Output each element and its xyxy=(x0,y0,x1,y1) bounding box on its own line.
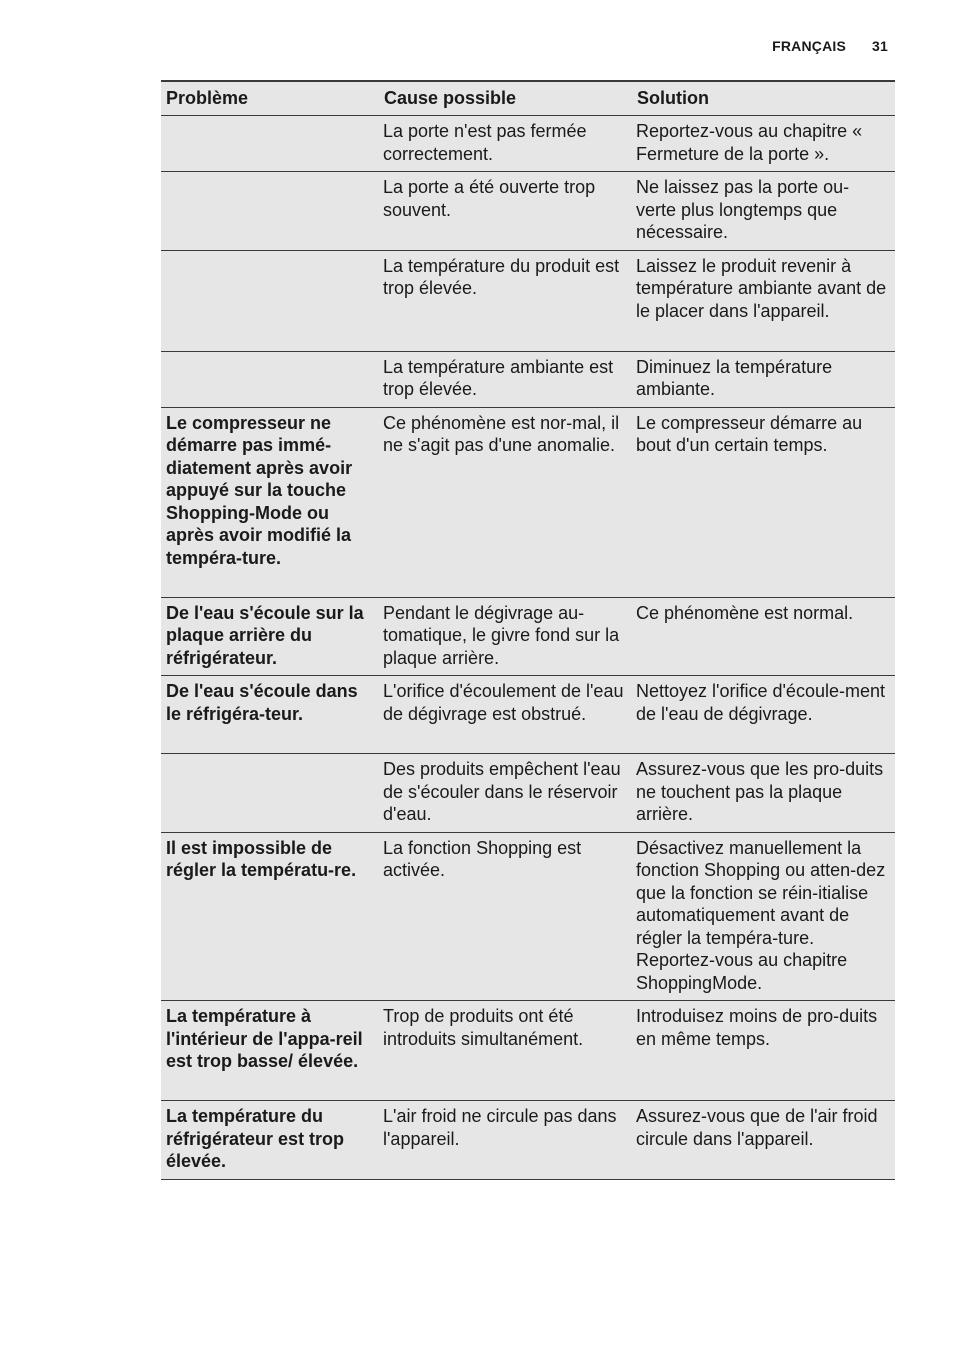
problem-cell xyxy=(161,754,379,833)
solution-cell: Assurez-vous que de l'air froid circule dans l'appareil. xyxy=(632,1101,895,1180)
solution-cell: Désactivez manuellement la fonction Shopping ou atten-dez que la fonction se réin-itialise automatiquement avant de régler la tempéra-ture. Reportez-vous au chapitre ShoppingMode. xyxy=(632,832,895,1001)
problem-cell xyxy=(161,172,379,251)
problem-cell: La température du réfrigérateur est trop élevée. xyxy=(161,1101,379,1180)
table-row xyxy=(161,1001,895,1101)
problem-cell xyxy=(161,250,379,351)
solution-cell: Reportez-vous au chapitre « Fermeture de la porte ». xyxy=(632,116,895,172)
column-header-solution: Solution xyxy=(632,81,895,116)
column-header-cause: Cause possible xyxy=(379,81,632,116)
table-row xyxy=(161,351,895,407)
problem-cell: De l'eau s'écoule sur la plaque arrière du réfrigérateur. xyxy=(161,597,379,676)
cause-cell: Pendant le dégivrage au-tomatique, le givre fond sur la plaque arrière. xyxy=(379,597,632,676)
troubleshooting-table xyxy=(161,80,895,1180)
column-header-problem: Problème xyxy=(161,81,379,116)
table-row xyxy=(161,116,895,172)
solution-cell: Diminuez la température ambiante. xyxy=(632,351,895,407)
table-header-row xyxy=(161,81,895,116)
solution-cell: Ce phénomène est normal. xyxy=(632,597,895,676)
solution-cell: Le compresseur démarre au bout d'un certain temps. xyxy=(632,407,895,597)
table-row xyxy=(161,754,895,833)
table-row xyxy=(161,676,895,754)
page-header xyxy=(772,38,888,54)
table-row xyxy=(161,172,895,251)
section-title: FRANÇAIS xyxy=(772,38,847,54)
cause-cell: Des produits empêchent l'eau de s'écouler dans le réservoir d'eau. xyxy=(379,754,632,833)
problem-cell xyxy=(161,116,379,172)
problem-cell xyxy=(161,351,379,407)
solution-cell: Introduisez moins de pro-duits en même temps. xyxy=(632,1001,895,1101)
cause-cell: La porte a été ouverte trop souvent. xyxy=(379,172,632,251)
problem-cell: Il est impossible de régler la températu-re. xyxy=(161,832,379,1001)
solution-cell: Ne laissez pas la porte ou-verte plus longtemps que nécessaire. xyxy=(632,172,895,251)
solution-cell: Assurez-vous que les pro-duits ne touchent pas la plaque arrière. xyxy=(632,754,895,833)
table-row xyxy=(161,832,895,1001)
page-number: 31 xyxy=(872,38,888,54)
table-row xyxy=(161,597,895,676)
cause-cell: Trop de produits ont été introduits simultanément. xyxy=(379,1001,632,1101)
problem-cell: Le compresseur ne démarre pas immé-diatement après avoir appuyé sur la touche Shopping-Mode ou après avoir modifié la tempéra-ture. xyxy=(161,407,379,597)
table-row xyxy=(161,250,895,351)
cause-cell: L'orifice d'écoulement de l'eau de dégivrage est obstrué. xyxy=(379,676,632,754)
table-row xyxy=(161,407,895,597)
problem-cell: De l'eau s'écoule dans le réfrigéra-teur. xyxy=(161,676,379,754)
solution-cell: Laissez le produit revenir à température ambiante avant de le placer dans l'appareil. xyxy=(632,250,895,351)
cause-cell: La température ambiante est trop élevée. xyxy=(379,351,632,407)
cause-cell: Ce phénomène est nor-mal, il ne s'agit pas d'une anomalie. xyxy=(379,407,632,597)
solution-cell: Nettoyez l'orifice d'écoule-ment de l'eau de dégivrage. xyxy=(632,676,895,754)
problem-cell: La température à l'intérieur de l'appa-reil est trop basse/ élevée. xyxy=(161,1001,379,1101)
table-row xyxy=(161,1101,895,1180)
cause-cell: L'air froid ne circule pas dans l'appareil. xyxy=(379,1101,632,1180)
cause-cell: La fonction Shopping est activée. xyxy=(379,832,632,1001)
cause-cell: La porte n'est pas fermée correctement. xyxy=(379,116,632,172)
cause-cell: La température du produit est trop élevée. xyxy=(379,250,632,351)
